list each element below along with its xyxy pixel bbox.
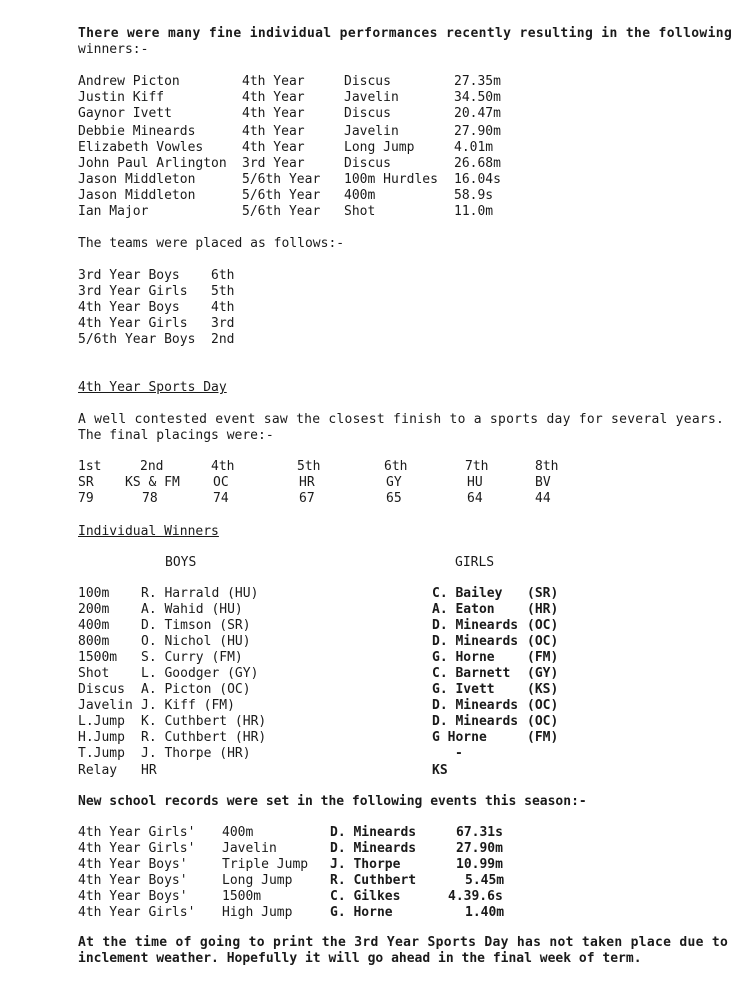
girl-winner: G. Ivett [432,682,495,697]
record-result: 5.45m [465,873,505,888]
score-value: 65 [386,491,402,506]
event-name: 100m [78,586,110,601]
winner-name: John Paul Arlington [78,156,227,171]
record-row [0,873,750,889]
placings-houses-row [0,475,750,491]
team-row [0,316,750,332]
record-row [0,857,750,873]
team-place: 6th [211,268,235,283]
event-name: L.Jump [78,714,125,729]
winner-row [0,188,750,204]
place-label: 1st [78,459,102,474]
event-name: 1500m [78,650,118,665]
girl-house: (FM) [527,730,559,745]
event-row [0,602,750,618]
record-event: Long Jump [222,873,293,888]
boy-winner: HR [141,763,157,778]
place-label: 6th [384,459,408,474]
house-label: KS & FM [125,475,180,490]
winner-name: Jason Middleton [78,188,196,203]
girl-house: (OC) [527,698,559,713]
event-name: Relay [78,763,118,778]
event-row [0,682,750,698]
event-name: Shot [78,666,110,681]
boy-winner: L. Goodger (GY) [141,666,259,681]
record-event: Javelin [222,841,277,856]
house-label: HU [467,475,483,490]
girl-winner: A. Eaton [432,602,495,617]
place-label: 7th [465,459,489,474]
winner-year: 4th Year [242,90,305,105]
house-label: SR [78,475,94,490]
winner-row [0,140,750,156]
girl-house: (KS) [527,682,559,697]
team-place: 4th [211,300,235,315]
winner-result: 20.47m [454,106,501,121]
winner-row [0,74,750,90]
team-name: 3rd Year Girls [78,284,188,299]
winner-row [0,106,750,122]
winner-event: Discus [344,156,391,171]
winner-result: 27.35m [454,74,501,89]
score-value: 78 [142,491,158,506]
record-result: 27.90m [456,841,503,856]
score-value: 64 [467,491,483,506]
winner-result: 27.90m [454,124,501,139]
girl-winner: D. Mineards [432,634,519,649]
event-name: H.Jump [78,730,125,745]
winner-name: Justin Kiff [78,90,165,105]
event-row [0,634,750,650]
record-event: 400m [222,825,254,840]
winner-year: 4th Year [242,140,305,155]
girl-winner: D. Mineards [432,714,519,729]
winner-event: Discus [344,106,391,121]
event-row [0,666,750,682]
girl-winner: D. Mineards [432,618,519,633]
winner-result: 16.04s [454,172,501,187]
winner-year: 4th Year [242,74,305,89]
winner-row [0,172,750,188]
record-row [0,841,750,857]
record-result: 10.99m [456,857,503,872]
house-label: GY [386,475,402,490]
place-label: 8th [535,459,559,474]
girl-house: (HR) [527,602,559,617]
boy-winner: D. Timson (SR) [141,618,251,633]
individual-winners-heading: Individual Winners [78,524,219,539]
winner-row [0,156,750,172]
winner-year: 3rd Year [242,156,305,171]
girl-house: (OC) [527,714,559,729]
boys-heading: BOYS [165,555,197,570]
winner-result: 26.68m [454,156,501,171]
record-holder: C. Gilkes [330,889,401,904]
event-name: 800m [78,634,110,649]
winner-event: Javelin [344,124,399,139]
placings-scores-row [0,491,750,507]
house-label: BV [535,475,551,490]
girl-winner: C. Barnett [432,666,511,681]
winner-result: 34.50m [454,90,501,105]
record-category: 4th Year Girls' [78,905,196,920]
event-row [0,586,750,602]
event-name: Javelin [78,698,133,713]
boy-winner: J. Thorpe (HR) [141,746,251,761]
record-result: 67.31s [456,825,503,840]
intro-line-2: winners:- [78,42,149,57]
record-row [0,905,750,921]
girl-winner: C. Bailey [432,586,503,601]
winner-event: 100m Hurdles [344,172,438,187]
score-value: 79 [78,491,94,506]
winner-year: 5/6th Year [242,172,321,187]
score-value: 74 [213,491,229,506]
team-row [0,332,750,348]
winner-event: Javelin [344,90,399,105]
winner-event: Discus [344,74,391,89]
record-event: 1500m [222,889,262,904]
record-category: 4th Year Boys' [78,873,188,888]
winner-result: 4.01m [454,140,494,155]
event-name: 400m [78,618,110,633]
place-label: 4th [211,459,235,474]
winner-name: Debbie Mineards [78,124,196,139]
girl-house: (FM) [527,650,559,665]
record-event: Triple Jump [222,857,309,872]
team-place: 3rd [211,316,235,331]
winner-name: Elizabeth Vowles [78,140,204,155]
placings-places-row [0,459,750,475]
girls-heading: GIRLS [455,555,495,570]
girl-winner: G. Horne [432,650,495,665]
winner-year: 4th Year [242,106,305,121]
winner-row [0,204,750,220]
record-holder: G. Horne [330,905,393,920]
winner-year: 4th Year [242,124,305,139]
house-label: OC [213,475,229,490]
place-label: 2nd [140,459,164,474]
girl-winner: G Horne [432,730,487,745]
winner-name: Gaynor Ivett [78,106,172,121]
record-category: 4th Year Boys' [78,857,188,872]
team-row [0,300,750,316]
record-event: High Jump [222,905,293,920]
winner-name: Andrew Picton [78,74,180,89]
girl-house: (GY) [527,666,559,681]
closing-line-1: At the time of going to print the 3rd Year Sports Day has not taken place due to [78,935,729,950]
event-row [0,698,750,714]
winner-row [0,90,750,106]
boy-winner: A. Picton (OC) [141,682,251,697]
girl-house: (OC) [527,634,559,649]
girl-house: (SR) [527,586,559,601]
event-row [0,618,750,634]
event-row [0,730,750,746]
team-name: 5/6th Year Boys [78,332,196,347]
record-holder: D. Mineards [330,825,417,840]
girl-winner: KS [432,763,448,778]
team-name: 4th Year Boys [78,300,180,315]
score-value: 44 [535,491,551,506]
winner-event: 400m [344,188,376,203]
record-category: 4th Year Girls' [78,825,196,840]
boy-winner: J. Kiff (FM) [141,698,235,713]
team-place: 5th [211,284,235,299]
boy-winner: O. Nichol (HU) [141,634,251,649]
event-name: T.Jump [78,746,125,761]
sports-day-heading: 4th Year Sports Day [78,380,227,395]
record-row [0,825,750,841]
event-name: Discus [78,682,125,697]
girl-winner: D. Mineards [432,698,519,713]
house-label: HR [299,475,315,490]
score-value: 67 [299,491,315,506]
place-label: 5th [297,459,321,474]
winner-name: Ian Major [78,204,149,219]
team-name: 3rd Year Boys [78,268,180,283]
team-row [0,268,750,284]
record-holder: J. Thorpe [330,857,401,872]
boy-winner: R. Cuthbert (HR) [141,730,267,745]
sports-day-para-2: The final placings were:- [78,428,274,443]
event-row [0,714,750,730]
record-holder: D. Mineards [330,841,417,856]
event-row [0,763,750,779]
winner-year: 5/6th Year [242,188,321,203]
record-result: 4.39.6s [448,889,503,904]
winner-result: 11.0m [454,204,494,219]
intro-line-1: There were many fine individual performances recently resulting in the following [78,26,733,41]
girl-winner: - [455,746,463,761]
team-place: 2nd [211,332,235,347]
winner-event: Long Jump [344,140,415,155]
girl-house: (OC) [527,618,559,633]
record-row [0,889,750,905]
event-row [0,746,750,762]
record-holder: R. Cuthbert [330,873,417,888]
records-heading: New school records were set in the following events this season:- [78,794,587,809]
record-category: 4th Year Boys' [78,889,188,904]
closing-line-2: inclement weather. Hopefully it will go ahead in the final week of term. [78,951,642,966]
record-category: 4th Year Girls' [78,841,196,856]
winner-year: 5/6th Year [242,204,321,219]
team-row [0,284,750,300]
sports-day-para-1: A well contested event saw the closest finish to a sports day for several years. [78,412,725,427]
boy-winner: R. Harrald (HU) [141,586,259,601]
event-name: 200m [78,602,110,617]
record-result: 1.40m [465,905,505,920]
winner-row [0,124,750,140]
boy-winner: S. Curry (FM) [141,650,243,665]
team-name: 4th Year Girls [78,316,188,331]
winner-result: 58.9s [454,188,494,203]
event-row [0,650,750,666]
boy-winner: K. Cuthbert (HR) [141,714,267,729]
winner-event: Shot [344,204,376,219]
boy-winner: A. Wahid (HU) [141,602,243,617]
winner-name: Jason Middleton [78,172,196,187]
teams-heading: The teams were placed as follows:- [78,236,345,251]
